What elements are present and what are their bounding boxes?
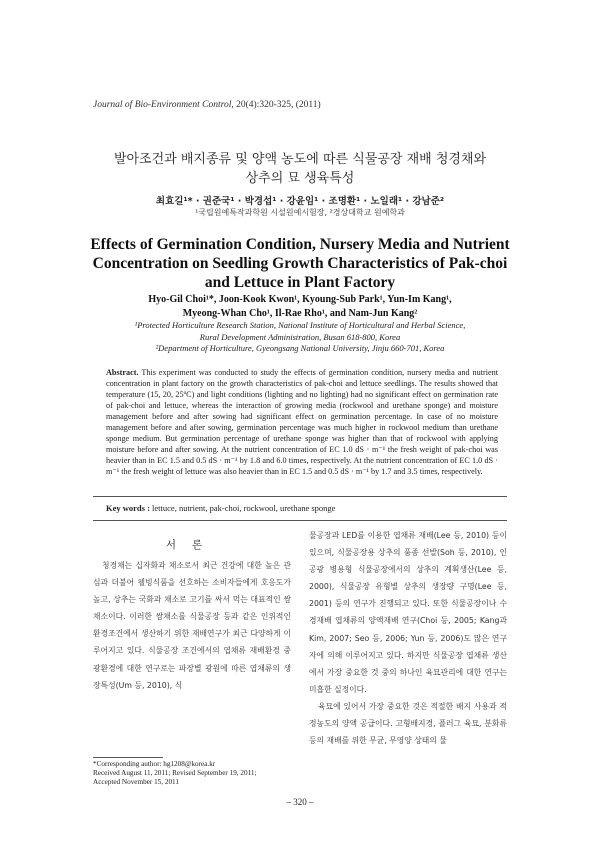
korean-title-line-1: 발아조건과 배지종류 및 양액 농도에 따른 식물공장 재배 청경채와 [113, 152, 487, 167]
page-number: – 320 – [286, 797, 314, 807]
english-title-line-2: Concentration on Seedling Growth Characteristics of Pak-choi [92, 255, 508, 272]
english-title [60, 235, 540, 292]
korean-title-line-2: 상추의 묘 생육특성 [245, 171, 355, 186]
korean-title [60, 150, 540, 188]
footnote [93, 760, 257, 788]
abstract-text: This experiment was conducted to study the effects of germination condition, nursery media and nutrient concentration in plant factory on the growth characteristics of pak-choi and lettuce seedlings. The results showed that temperature (15, 20, 25ºC) and light conditions (lighting and no lighting) had no significant effect on germination rate of pak-choi and lettuce, whereas the interaction of growing media (rockwool and urethane sponge) and moisture management before and after sowing had significant effect on germination percentage. In case of no moisture management before and after sowing, germination percentage was much higher in rockwool medium than urethane sponge medium. But germination percentage of urethane sponge was higher than that of rockwool with applying moisture before and after sowing. At the nutrient concentration of EC 1.0 dS · m⁻¹ the fresh weight of pak-choi was heavier than in EC 1.5 and 0.5 dS · m⁻¹ by 1.8 and 6.0 times, respectively. At the nutrient concentration of EC 1.0 dS · m⁻¹ the fresh weight of lettuce was also heavier than in EC 1.5 and 0.5 dS · m⁻¹ by 1.7 and 3.5 times, respectively. [106, 368, 498, 476]
section-title-introduction: 서론 [165, 539, 219, 551]
english-affiliations [60, 320, 540, 355]
english-affiliation-line-1: ¹Protected Horticulture Research Station, National Institute of Horticultural and Herbal Science, [134, 320, 466, 330]
english-authors-line-2: Myeong-Whan Cho¹, Il-Rae Rho¹, and Nam-Jun Kang² [182, 308, 418, 319]
korean-authors: 최효길¹* · 권준국¹ · 박경섭¹ · 강윤임¹ · 조명환¹ · 노일래¹ · 강남준² [155, 196, 445, 207]
corresponding-author: *Corresponding author: hg1208@korea.kr [93, 760, 216, 768]
english-title-line-1: Effects of Germination Condition, Nursery Media and Nutrient [90, 236, 510, 253]
journal-name: Journal of Bio-Environment Control, [93, 100, 234, 110]
left-column-paragraph: 청경채는 십자화과 채소로서 최근 건강에 대한 높은 관심과 더불어 웰빙식품을 선호하는 소비자들에게 호응도가 높고, 상추는 국화과 채소로 고기를 싸서 먹는 대표적인 쌈채소이다. 이러한 쌈채소를 식물공장 등과 같은 인위적인 환경조건에서 생산하기 위한 재배연구가 최근 다양하게 이루어지고 있다. 식물공장 조건에서의 엽채류 재배환경 중 광환경에 대한 연구로는 파장별 광원에 따른 엽채류의 생장특성(Um 등, 2010), 식 [93, 561, 291, 690]
journal-volume: 20(4):320-325, (2011) [236, 100, 321, 110]
right-column-paragraph-1: 물공장과 LED를 이용한 엽채류 재배(Lee 등, 2010) 등이 있으며, 식물공장용 상추의 품종 선발(Soh 등, 2010), 인공광 병용형 식물공장에서의 상추의 계획생산(Lee 등, 2000), 식물공장 유형별 상추의 생장량 구명(Lee 등, 2001) 등의 연구가 진행되고 있다. 또한 식물공장이나 수경재배 엽채류의 양액재배 연구(Choi 등, 2005; Kang과 Kim, 2007; Seo 등, 2006; Yun 등, 2006)도 많은 연구자에 의해 이루어지고 있다. 하지만 식물공장 엽채류 생산에서 가장 중요한 것 중의 하나인 육묘관리에 대한 연구는 미흡한 실정이다. [309, 531, 507, 694]
footnote-rule [93, 757, 163, 758]
keywords-bottom-rule [93, 520, 507, 521]
right-column-paragraph-2: 육묘에 있어서 가장 중요한 것은 적절한 배지 사용과 적정농도의 양액 공급이다. 고형배지경, 플러그 육묘, 분화류 등의 재배를 위한 무균, 무영양 상태의 물 [309, 701, 507, 746]
english-affiliation-line-3: ²Department of Horticulture, Gyeongsang National University, Jinju 660-701, Korea [155, 343, 445, 353]
english-affiliation-line-2: Rural Development Administration, Busan 618-800, Korea [199, 331, 401, 342]
english-authors [60, 293, 540, 321]
right-column [309, 527, 507, 749]
journal-citation [93, 100, 321, 110]
accepted-date: Accepted November 15, 2011 [93, 778, 179, 787]
abstract [106, 367, 498, 477]
korean-affiliations: ¹국립원예특작과학원 시설원예시험장, ²경상대학교 원예학과 [195, 208, 405, 217]
abstract-label: Abstract. [106, 368, 139, 377]
left-column [93, 557, 291, 694]
keywords [106, 503, 335, 513]
keywords-top-rule [93, 496, 507, 497]
received-dates: Received August 11, 2011; Revised September 19, 2011; [93, 769, 257, 778]
keywords-label: Key words : [106, 503, 150, 513]
keywords-text: lettuce, nutrient, pak-choi, rockwool, urethane sponge [149, 503, 336, 513]
english-authors-line-1: Hyo-Gil Choi¹*, Joon-Kook Kwon¹, Kyoung-Sub Park¹, Yun-Im Kang¹, [148, 294, 452, 305]
english-title-line-3: and Lettuce in Plant Factory [204, 274, 396, 291]
